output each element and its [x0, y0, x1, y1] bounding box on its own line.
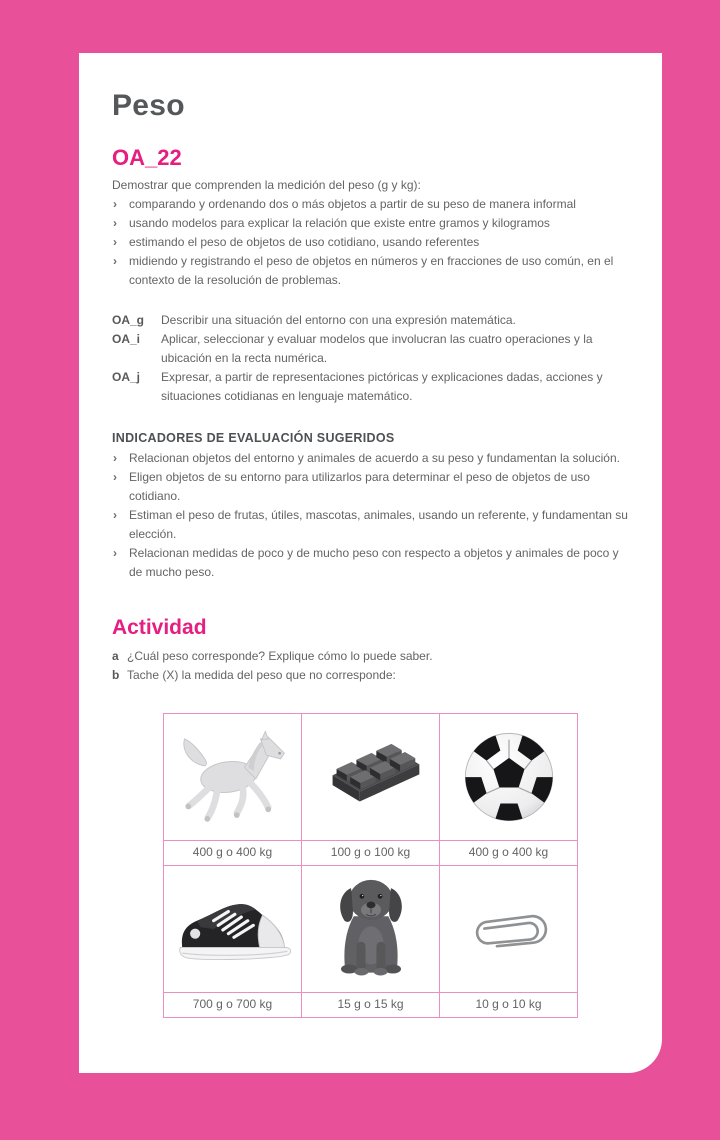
weight-option-cell [302, 714, 440, 841]
bullet-text: estimando el peso de objetos de uso cotidiano, usando referentes [129, 235, 480, 249]
oa-ref-text: Aplicar, seleccionar y evaluar modelos que involucran las cuatro operaciones y la ubicación en la recta numérica. [161, 332, 593, 365]
bullet-text: Relacionan objetos del entorno y animales de acuerdo a su peso y fundamentan la solución. [129, 451, 620, 465]
bullet-chevron-icon: › [113, 508, 117, 522]
list-item [112, 368, 629, 406]
oa-reference-list [112, 311, 629, 406]
oa-ref-code: OA_j [112, 370, 141, 384]
soccer-ball-image [459, 727, 559, 827]
activity-item-text: Tache (X) la medida del peso que no corresponde: [127, 668, 396, 682]
bullet-chevron-icon: › [113, 254, 117, 268]
bullet-chevron-icon: › [113, 470, 117, 484]
table-row [164, 866, 578, 993]
list-item [112, 195, 629, 214]
weight-option-cell [164, 714, 302, 841]
oa22-heading: OA_22 [112, 145, 182, 170]
bullet-text: comparando y ordenando dos o más objetos a partir de su peso de manera informal [129, 197, 576, 211]
indicators-heading: INDICADORES DE EVALUACIÓN SUGERIDOS [112, 431, 395, 445]
weight-options-table [163, 713, 578, 1018]
page-title: Peso [112, 89, 185, 122]
table-row [164, 841, 578, 866]
weight-label: 400 g o 400 kg [440, 841, 578, 866]
activity-item-label: b [112, 668, 120, 682]
paperclip-image [453, 904, 565, 954]
oa-ref-code: OA_i [112, 332, 141, 346]
list-item [112, 647, 629, 666]
weight-label: 400 g o 400 kg [164, 841, 302, 866]
sneaker-image [173, 890, 293, 969]
table-row [164, 714, 578, 841]
weight-option-cell [440, 714, 578, 841]
bullet-text: Eligen objetos de su entorno para utilizarlos para determinar el peso de objetos de uso cotidiano. [129, 470, 590, 503]
weight-label: 700 g o 700 kg [164, 993, 302, 1018]
list-item [112, 666, 629, 685]
document-page [79, 53, 662, 1073]
oa-ref-text: Expresar, a partir de representaciones pictóricas y explicaciones dadas, acciones y situaciones cotidianas en lenguaje matemático. [161, 370, 603, 403]
oa22-intro: Demostrar que comprenden la medición del peso (g y kg): [112, 178, 421, 192]
activity-item-text: ¿Cuál peso corresponde? Explique cómo lo puede saber. [127, 649, 433, 663]
oa-ref-text: Describir una situación del entorno con una expresión matemática. [161, 313, 516, 327]
oa-ref-code: OA_g [112, 313, 145, 327]
weight-label: 100 g o 100 kg [302, 841, 440, 866]
bullet-text: Estiman el peso de frutas, útiles, mascotas, animales, usando un referente, y fundamentan su elección. [129, 508, 628, 541]
activity-item-list [112, 647, 629, 685]
list-item [112, 311, 629, 330]
list-item [112, 468, 629, 506]
puppy-image [321, 874, 421, 984]
weight-label: 10 g o 10 kg [440, 993, 578, 1018]
bullet-chevron-icon: › [113, 216, 117, 230]
bullet-text: Relacionan medidas de poco y de mucho peso con respecto a objetos y animales de poco y de mucho peso. [129, 546, 619, 579]
list-item [112, 544, 629, 582]
indicators-bullet-list [112, 449, 629, 582]
list-item [112, 214, 629, 233]
list-item [112, 233, 629, 252]
weight-option-cell [164, 866, 302, 993]
chocolate-bar-image [310, 739, 432, 816]
bullet-chevron-icon: › [113, 197, 117, 211]
list-item [112, 506, 629, 544]
bullet-text: usando modelos para explicar la relación que existe entre gramos y kilogramos [129, 216, 550, 230]
list-item [112, 330, 629, 368]
weight-option-cell [440, 866, 578, 993]
horse-image [174, 727, 292, 827]
oa22-bullet-list [112, 195, 629, 290]
list-item [112, 252, 629, 290]
weight-label: 15 g o 15 kg [302, 993, 440, 1018]
activity-item-label: a [112, 649, 119, 663]
bullet-chevron-icon: › [113, 235, 117, 249]
activity-heading: Actividad [112, 616, 207, 639]
list-item [112, 449, 629, 468]
weight-option-cell [302, 866, 440, 993]
bullet-chevron-icon: › [113, 451, 117, 465]
bullet-text: midiendo y registrando el peso de objetos en números y en fracciones de uso común, en el contexto de la resolución de problemas. [129, 254, 614, 287]
table-row [164, 993, 578, 1018]
bullet-chevron-icon: › [113, 546, 117, 560]
